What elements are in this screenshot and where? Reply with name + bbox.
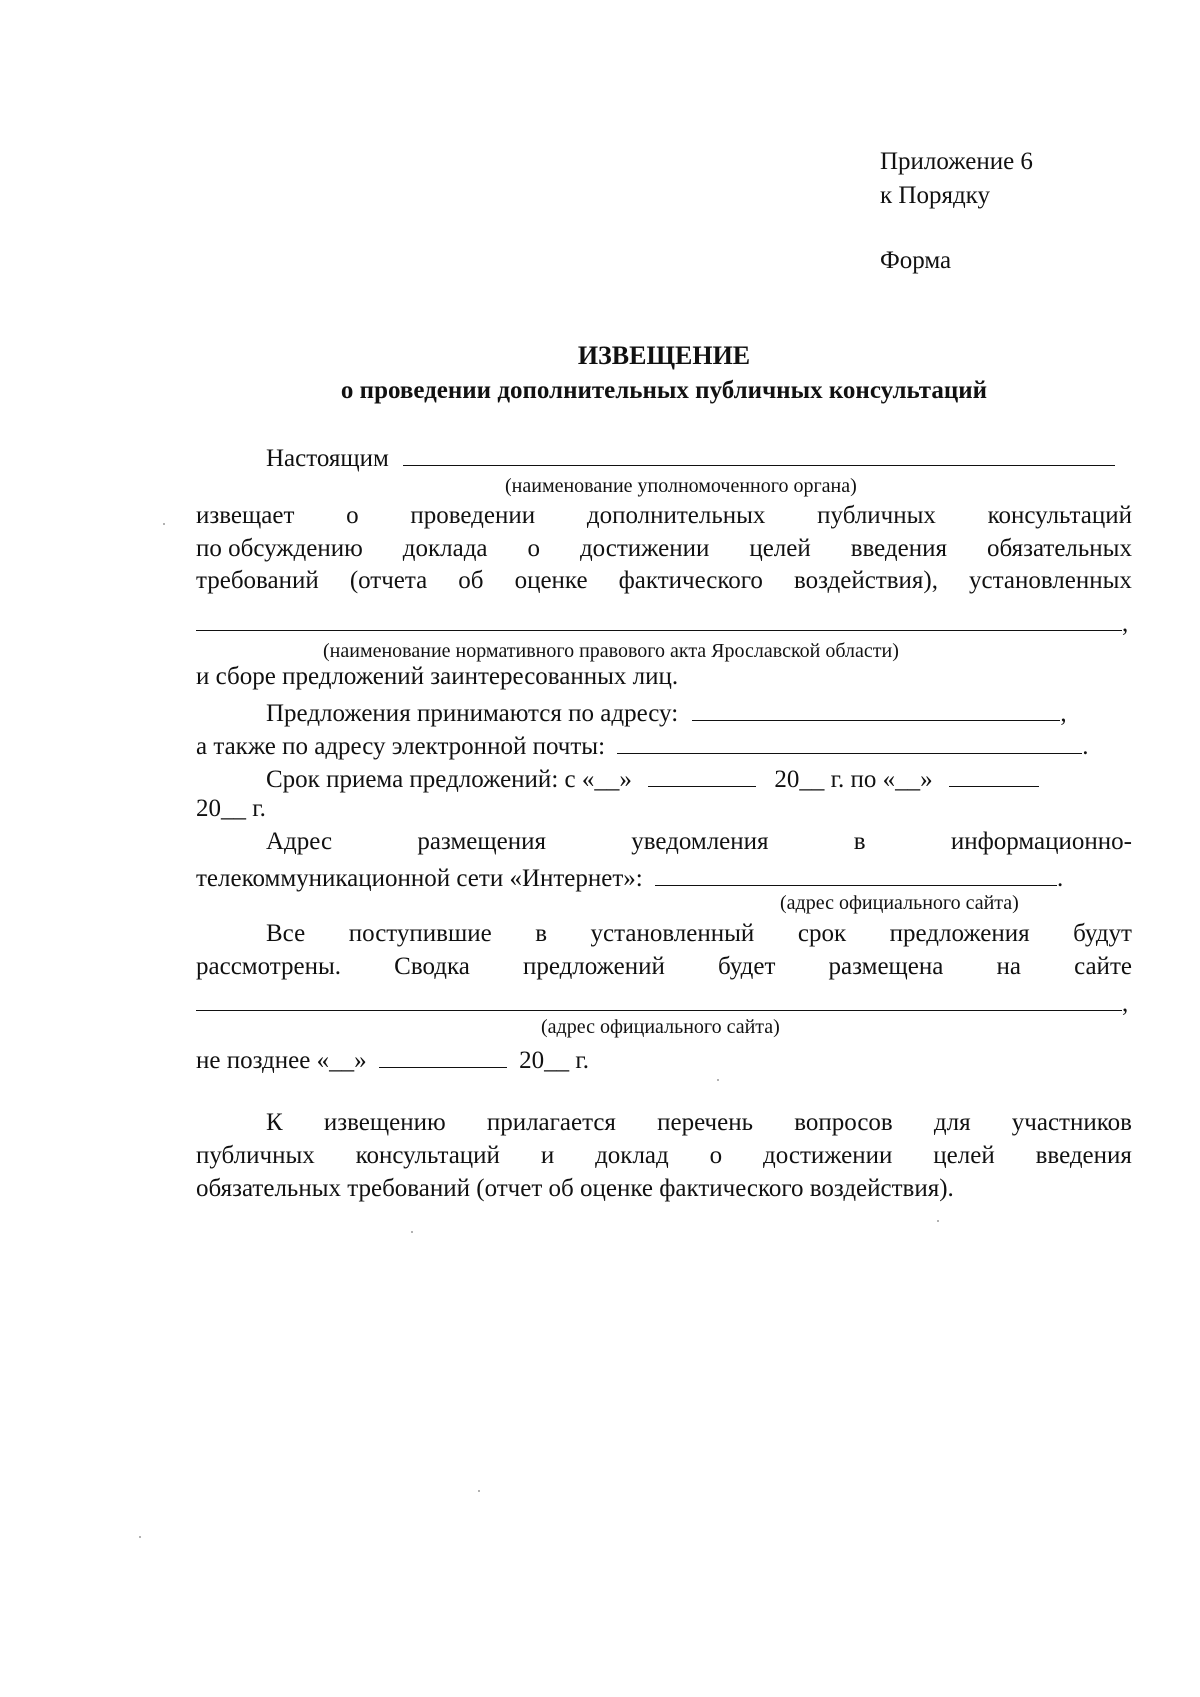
word: для [933, 1109, 971, 1136]
site-caption-2: (адрес официального сайта) [541, 1016, 780, 1038]
comma: , [1060, 700, 1067, 727]
word: уведомления [631, 828, 769, 855]
email-line [196, 726, 1132, 760]
comma: , [1122, 610, 1129, 637]
address-field[interactable] [692, 693, 1060, 721]
attach-line-2 [196, 1139, 1132, 1173]
word: извещению [323, 1109, 446, 1136]
word: предложений [522, 953, 665, 980]
reviewed-line [196, 950, 1132, 984]
word: в [853, 828, 866, 855]
word: фактического [618, 567, 763, 594]
site-caption-1: (адрес официального сайта) [780, 892, 1019, 914]
word: вопросов [794, 1109, 893, 1136]
scan-speck [411, 1231, 413, 1233]
organ-caption: (наименование уполномоченного органа) [505, 475, 857, 497]
word: предложения [889, 920, 1030, 947]
word: (отчета [349, 567, 428, 594]
comma: , [1122, 990, 1129, 1017]
form-label: Форма [880, 247, 952, 274]
period-label: Срок приема предложений: с «__» [266, 766, 632, 793]
word: целей [933, 1142, 995, 1169]
word: по обсуждению [196, 535, 363, 562]
word: рассмотрены. [196, 953, 342, 980]
period-year-line: 20__ г. [196, 795, 266, 822]
document-title: ИЗВЕЩЕНИЕ [577, 341, 751, 370]
word: воздействия), [793, 567, 938, 594]
word: срок [797, 920, 847, 947]
word: информационно- [950, 828, 1132, 855]
not-later-line [196, 1040, 1132, 1074]
word: доклада [402, 535, 488, 562]
word: на [996, 953, 1021, 980]
word: введения [1035, 1142, 1132, 1169]
word: консультаций [355, 1142, 500, 1169]
word: публичных [196, 1142, 315, 1169]
placement-line [266, 825, 1132, 859]
address-line [196, 693, 1132, 727]
email-field[interactable] [617, 726, 1082, 754]
word: в [535, 920, 548, 947]
word: будет [717, 953, 776, 980]
network-line [196, 858, 1132, 892]
word: Адрес [266, 828, 333, 855]
word: поступившие [348, 920, 492, 947]
word: достижении [763, 1142, 893, 1169]
word: доклад [595, 1142, 669, 1169]
word: перечень [657, 1109, 754, 1136]
scan-speck [478, 1490, 480, 1492]
period-year-label: 20__ г. по «__» [774, 766, 933, 793]
summary-site-line [196, 983, 1132, 1017]
act-name-line [196, 603, 1132, 637]
word: обязательных [986, 535, 1132, 562]
period-to-month-field[interactable] [949, 759, 1039, 787]
word: сайте [1074, 953, 1132, 980]
word: прилагается [486, 1109, 616, 1136]
attach-line-3: обязательных требований (отчет об оценке фактического воздействия). [196, 1175, 954, 1202]
scan-speck [139, 1536, 141, 1538]
word: публичных [817, 502, 936, 529]
word: проведении [410, 502, 536, 529]
word: оценке [514, 567, 588, 594]
word: о [346, 502, 359, 529]
period-from-month-field[interactable] [648, 759, 756, 787]
scan-speck [717, 1079, 719, 1081]
word: о [527, 535, 540, 562]
network-label: телекоммуникационной сети «Интернет»: [196, 865, 643, 892]
all-proposals-line [266, 917, 1132, 951]
word: размещена [828, 953, 944, 980]
word: К [266, 1109, 283, 1136]
period-mark: . [1082, 733, 1089, 760]
not-later-year: 20__ г. [519, 1047, 590, 1074]
hereby-word: Настоящим [266, 445, 389, 472]
word: о [709, 1142, 723, 1169]
document-subtitle: о проведении дополнительных публичных консультаций [340, 377, 988, 404]
order-label: к Порядку [880, 182, 990, 209]
organ-name-field[interactable] [403, 438, 1115, 466]
not-later-label: не позднее «__» [196, 1047, 367, 1074]
text-line-discussion [196, 532, 1132, 566]
not-later-month-field[interactable] [379, 1040, 507, 1068]
hereby-line [196, 438, 1132, 472]
word: Все [266, 920, 306, 947]
act-caption: (наименование нормативного правового акта Ярославской области) [323, 640, 899, 662]
word: Сводка [394, 953, 470, 980]
period-mark: . [1057, 865, 1064, 892]
summary-site-field[interactable] [196, 983, 1122, 1011]
word: размещения [417, 828, 546, 855]
scan-speck [937, 1220, 939, 1222]
word: установленных [969, 567, 1132, 594]
word: извещает [196, 502, 295, 529]
word: установленный [590, 920, 755, 947]
word: будут [1073, 920, 1132, 947]
scan-speck [163, 523, 165, 525]
email-label: а также по адресу электронной почты: [196, 733, 606, 760]
attach-line-1 [266, 1106, 1132, 1140]
word: об [458, 567, 484, 594]
word: требований [196, 567, 319, 594]
address-label: Предложения принимаются по адресу: [266, 700, 679, 727]
word: дополнительных [586, 502, 766, 529]
text-line-notifies [196, 499, 1132, 533]
appendix-label: Приложение 6 [880, 148, 1033, 175]
act-name-field[interactable] [196, 603, 1122, 631]
period-line [196, 759, 1132, 793]
word: введения [850, 535, 948, 562]
collect-line: и сборе предложений заинтересованных лиц. [196, 663, 679, 690]
text-line-requirements [196, 564, 1132, 598]
site-address-field[interactable] [655, 858, 1057, 886]
word: консультаций [987, 502, 1132, 529]
word: достижении [579, 535, 710, 562]
word: и [540, 1142, 555, 1169]
word: участников [1011, 1109, 1132, 1136]
word: целей [749, 535, 811, 562]
